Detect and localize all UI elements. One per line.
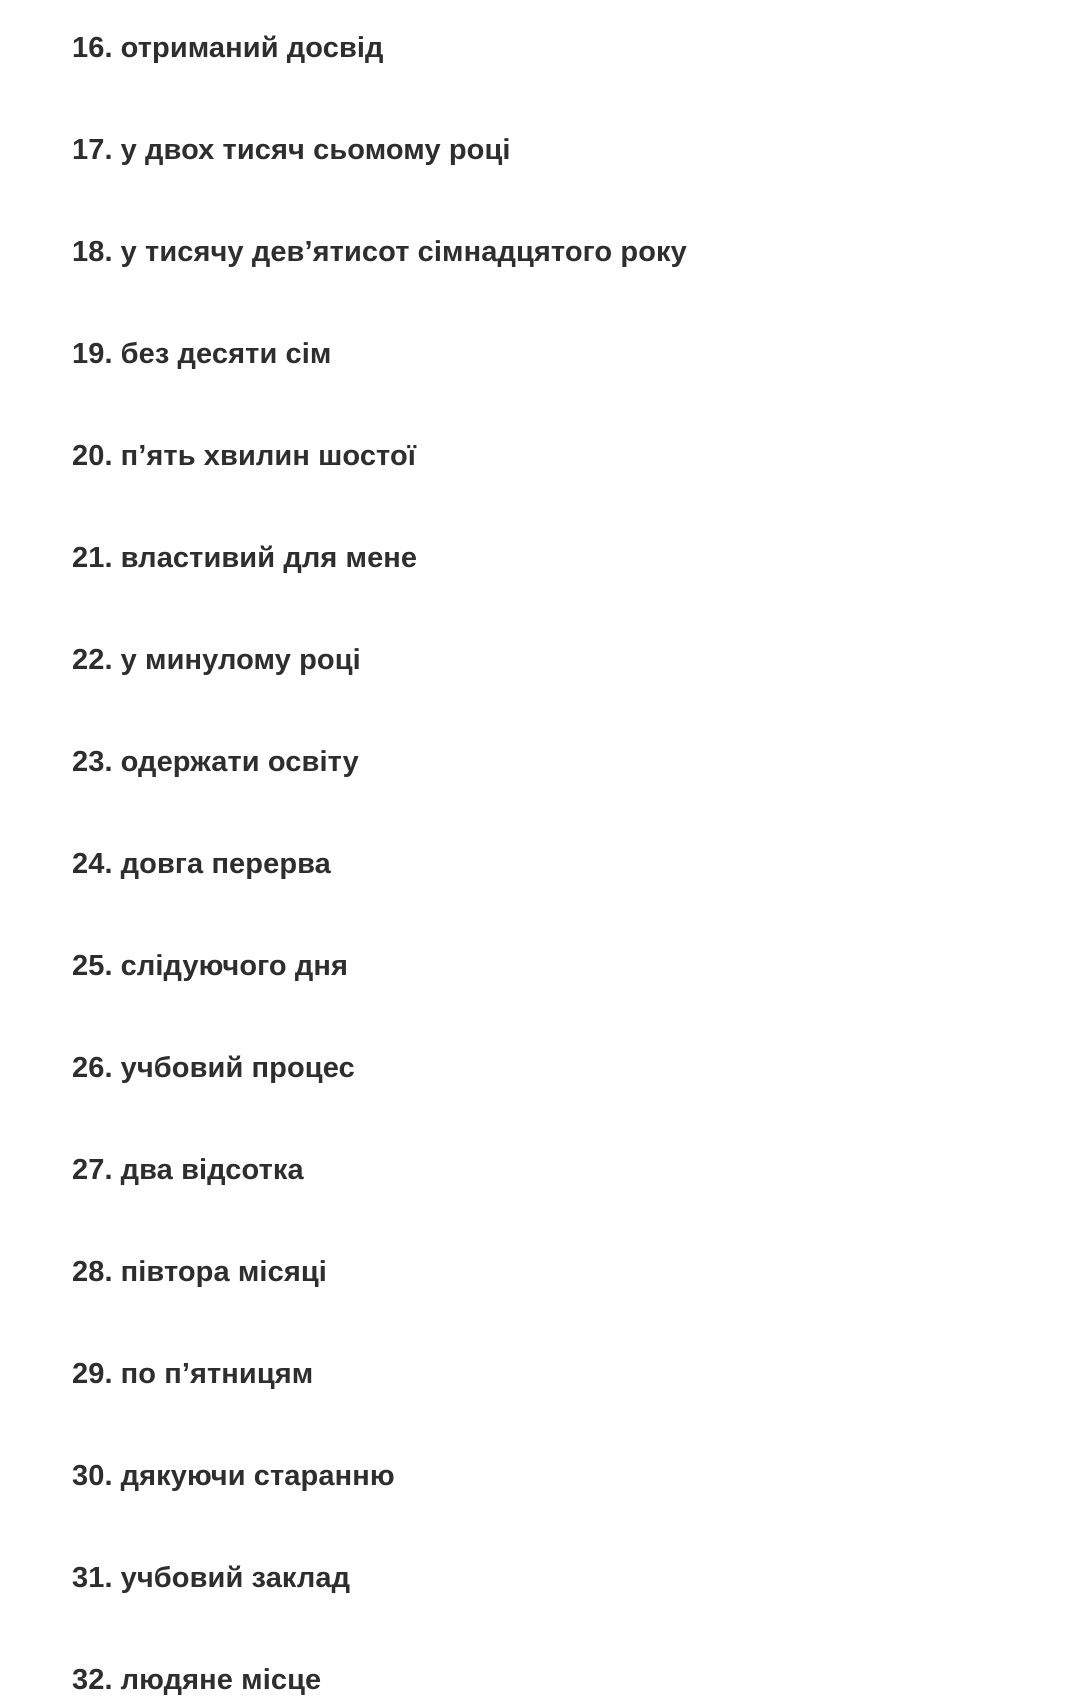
item-number: 18.: [72, 236, 113, 268]
item-number: 17.: [72, 134, 113, 166]
list-item: [72, 844, 331, 884]
item-text: без десяти сім: [120, 338, 332, 370]
list-item: [72, 130, 511, 170]
list-item: [72, 334, 331, 374]
item-text: у минулому році: [120, 644, 361, 676]
list-item: [72, 28, 384, 68]
item-text: півтора місяці: [120, 1256, 327, 1288]
list-item: [72, 1660, 321, 1700]
item-text: два відсотка: [120, 1154, 304, 1186]
list-item: [72, 1048, 355, 1088]
list-item: [72, 1252, 327, 1292]
item-text: учбовий процес: [120, 1052, 355, 1084]
item-text: властивий для мене: [120, 542, 418, 574]
item-text: дякуючи старанню: [120, 1460, 395, 1492]
list-item: [72, 436, 416, 476]
list-item: [72, 538, 417, 578]
item-number: 31.: [72, 1562, 113, 1594]
list-item: [72, 946, 348, 986]
item-text: учбовий заклад: [120, 1562, 351, 1594]
item-text: людяне місце: [120, 1664, 322, 1696]
item-text: у тисячу дев’ятисот сімнадцятого року: [120, 236, 687, 268]
item-number: 22.: [72, 644, 113, 676]
list-item: [72, 1558, 350, 1598]
list-item: [72, 1354, 313, 1394]
list-item: [72, 742, 359, 782]
list-item: [72, 1456, 395, 1496]
item-text: довга перерва: [120, 848, 331, 880]
list-item: [72, 1150, 304, 1190]
list-item: [72, 640, 361, 680]
item-number: 32.: [72, 1664, 113, 1696]
item-number: 27.: [72, 1154, 113, 1186]
item-number: 26.: [72, 1052, 113, 1084]
item-number: 28.: [72, 1256, 113, 1288]
item-text: слідуючого дня: [120, 950, 349, 982]
item-text: отриманий досвід: [120, 32, 384, 64]
item-text: по п’ятницям: [120, 1358, 314, 1390]
item-number: 19.: [72, 338, 113, 370]
list-item: [72, 232, 687, 272]
item-text: одержати освіту: [120, 746, 359, 778]
item-number: 30.: [72, 1460, 113, 1492]
item-number: 24.: [72, 848, 113, 880]
item-text: у двох тисяч сьомому році: [120, 134, 511, 166]
item-number: 16.: [72, 32, 113, 64]
item-number: 25.: [72, 950, 113, 982]
item-number: 21.: [72, 542, 113, 574]
item-number: 29.: [72, 1358, 113, 1390]
item-text: п’ять хвилин шостої: [120, 440, 417, 472]
item-number: 20.: [72, 440, 113, 472]
item-number: 23.: [72, 746, 113, 778]
